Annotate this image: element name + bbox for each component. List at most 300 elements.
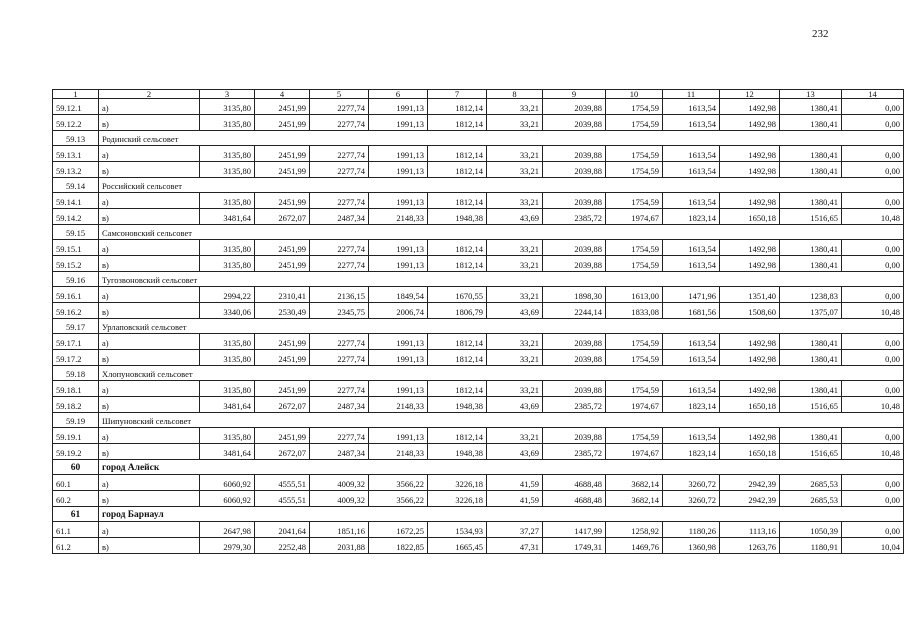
value-cell: 3481,64 <box>200 209 255 225</box>
value-cell: 3135,80 <box>200 381 255 397</box>
value-cell: 2451,99 <box>255 240 310 256</box>
row-code-cell: 59.19.2 <box>53 444 99 460</box>
value-cell: 1754,59 <box>606 115 663 131</box>
value-cell: 3566,22 <box>369 491 428 507</box>
value-cell: 33,21 <box>487 381 543 397</box>
value-cell: 33,21 <box>487 240 543 256</box>
value-cell: 3481,64 <box>200 444 255 460</box>
table-row <box>53 115 904 131</box>
column-number-cell: 7 <box>428 90 487 99</box>
value-cell: 1650,18 <box>720 444 780 460</box>
value-cell: 1613,54 <box>663 162 720 178</box>
value-cell: 1613,54 <box>663 99 720 115</box>
page-number: 232 <box>812 28 829 40</box>
value-cell: 2136,15 <box>310 287 369 303</box>
value-cell: 1238,83 <box>780 287 842 303</box>
table-row <box>53 491 904 507</box>
value-cell: 1351,40 <box>720 287 780 303</box>
table-row <box>53 538 904 554</box>
value-cell: 1812,14 <box>428 334 487 350</box>
table-row <box>53 428 904 444</box>
value-cell: 2039,88 <box>543 350 606 366</box>
row-subtype-cell: а) <box>99 146 200 162</box>
value-cell: 3682,14 <box>606 475 663 491</box>
value-cell: 0,00 <box>842 193 904 209</box>
section-code-cell: 59.19 <box>53 413 99 428</box>
row-code-cell: 59.17.1 <box>53 334 99 350</box>
value-cell: 3135,80 <box>200 428 255 444</box>
value-cell: 1754,59 <box>606 428 663 444</box>
value-cell: 2277,74 <box>310 146 369 162</box>
value-cell: 2487,34 <box>310 444 369 460</box>
value-cell: 3226,18 <box>428 491 487 507</box>
value-cell: 3135,80 <box>200 115 255 131</box>
table-row <box>53 256 904 272</box>
value-cell: 1516,65 <box>780 444 842 460</box>
row-code-cell: 59.12.1 <box>53 99 99 115</box>
row-subtype-cell: а) <box>99 240 200 256</box>
value-cell: 3135,80 <box>200 162 255 178</box>
value-cell: 3135,80 <box>200 240 255 256</box>
row-subtype-cell: в) <box>99 350 200 366</box>
column-number-cell: 13 <box>780 90 842 99</box>
row-code-cell: 61.2 <box>53 538 99 554</box>
value-cell: 4009,32 <box>310 491 369 507</box>
column-number-cell: 1 <box>53 90 99 99</box>
row-code-cell: 59.18.1 <box>53 381 99 397</box>
section-code-cell: 59.18 <box>53 366 99 381</box>
value-cell: 41,59 <box>487 491 543 507</box>
value-cell: 2451,99 <box>255 428 310 444</box>
value-cell: 2451,99 <box>255 99 310 115</box>
value-cell: 1812,14 <box>428 162 487 178</box>
value-cell: 1613,54 <box>663 334 720 350</box>
section-row <box>53 366 904 381</box>
section-row <box>53 507 904 522</box>
value-cell: 33,21 <box>487 334 543 350</box>
value-cell: 1380,41 <box>780 381 842 397</box>
value-cell: 2277,74 <box>310 115 369 131</box>
value-cell: 1991,13 <box>369 240 428 256</box>
value-cell: 2039,88 <box>543 162 606 178</box>
table-row <box>53 240 904 256</box>
value-cell: 1991,13 <box>369 146 428 162</box>
value-cell: 1516,65 <box>780 209 842 225</box>
value-cell: 2451,99 <box>255 193 310 209</box>
value-cell: 1375,07 <box>780 303 842 319</box>
value-cell: 1492,98 <box>720 193 780 209</box>
value-cell: 3135,80 <box>200 193 255 209</box>
value-cell: 3260,72 <box>663 491 720 507</box>
value-cell: 43,69 <box>487 444 543 460</box>
value-cell: 0,00 <box>842 475 904 491</box>
row-subtype-cell: в) <box>99 256 200 272</box>
value-cell: 2385,72 <box>543 209 606 225</box>
value-cell: 1812,14 <box>428 99 487 115</box>
value-cell: 0,00 <box>842 256 904 272</box>
value-cell: 1492,98 <box>720 162 780 178</box>
value-cell: 1380,41 <box>780 115 842 131</box>
column-number-cell: 12 <box>720 90 780 99</box>
value-cell: 0,00 <box>842 491 904 507</box>
value-cell: 2487,34 <box>310 397 369 413</box>
value-cell: 1613,54 <box>663 115 720 131</box>
value-cell: 33,21 <box>487 287 543 303</box>
value-cell: 2487,34 <box>310 209 369 225</box>
value-cell: 2006,74 <box>369 303 428 319</box>
value-cell: 1833,08 <box>606 303 663 319</box>
value-cell: 10,48 <box>842 209 904 225</box>
row-code-cell: 59.18.2 <box>53 397 99 413</box>
value-cell: 2252,48 <box>255 538 310 554</box>
value-cell: 1974,67 <box>606 209 663 225</box>
value-cell: 1991,13 <box>369 256 428 272</box>
value-cell: 2148,33 <box>369 209 428 225</box>
row-code-cell: 59.16.2 <box>53 303 99 319</box>
section-row <box>53 272 904 287</box>
value-cell: 33,21 <box>487 350 543 366</box>
column-number-cell: 10 <box>606 90 663 99</box>
value-cell: 1380,41 <box>780 350 842 366</box>
value-cell: 1492,98 <box>720 99 780 115</box>
value-cell: 1754,59 <box>606 146 663 162</box>
value-cell: 1492,98 <box>720 334 780 350</box>
table-row <box>53 522 904 538</box>
value-cell: 1754,59 <box>606 193 663 209</box>
value-cell: 1681,56 <box>663 303 720 319</box>
table-row <box>53 162 904 178</box>
value-cell: 2039,88 <box>543 256 606 272</box>
value-cell: 3340,06 <box>200 303 255 319</box>
value-cell: 1665,45 <box>428 538 487 554</box>
value-cell: 1380,41 <box>780 428 842 444</box>
value-cell: 2277,74 <box>310 256 369 272</box>
section-row <box>53 178 904 193</box>
value-cell: 2039,88 <box>543 240 606 256</box>
value-cell: 1380,41 <box>780 334 842 350</box>
value-cell: 1754,59 <box>606 162 663 178</box>
value-cell: 2451,99 <box>255 162 310 178</box>
table-row <box>53 350 904 366</box>
value-cell: 37,27 <box>487 522 543 538</box>
table-row <box>53 287 904 303</box>
value-cell: 1991,13 <box>369 428 428 444</box>
value-cell: 0,00 <box>842 287 904 303</box>
section-name-cell: Тугозвоновский сельсовет <box>99 272 904 287</box>
value-cell: 1380,41 <box>780 256 842 272</box>
value-cell: 33,21 <box>487 162 543 178</box>
value-cell: 1650,18 <box>720 209 780 225</box>
value-cell: 1613,54 <box>663 146 720 162</box>
value-cell: 1754,59 <box>606 334 663 350</box>
value-cell: 0,00 <box>842 428 904 444</box>
value-cell: 1849,54 <box>369 287 428 303</box>
value-cell: 0,00 <box>842 146 904 162</box>
row-code-cell: 59.12.2 <box>53 115 99 131</box>
row-code-cell: 59.15.1 <box>53 240 99 256</box>
value-cell: 1991,13 <box>369 334 428 350</box>
row-code-cell: 59.15.2 <box>53 256 99 272</box>
value-cell: 1050,39 <box>780 522 842 538</box>
value-cell: 2530,49 <box>255 303 310 319</box>
value-cell: 1492,98 <box>720 240 780 256</box>
section-code-cell: 59.14 <box>53 178 99 193</box>
row-subtype-cell: в) <box>99 115 200 131</box>
value-cell: 1991,13 <box>369 350 428 366</box>
value-cell: 2277,74 <box>310 99 369 115</box>
value-cell: 2039,88 <box>543 193 606 209</box>
row-code-cell: 59.14.2 <box>53 209 99 225</box>
value-cell: 2672,07 <box>255 209 310 225</box>
value-cell: 3260,72 <box>663 475 720 491</box>
value-cell: 1754,59 <box>606 99 663 115</box>
value-cell: 1754,59 <box>606 381 663 397</box>
value-cell: 1948,38 <box>428 444 487 460</box>
value-cell: 1812,14 <box>428 256 487 272</box>
row-code-cell: 59.14.1 <box>53 193 99 209</box>
value-cell: 1263,76 <box>720 538 780 554</box>
section-row <box>53 460 904 475</box>
value-cell: 0,00 <box>842 350 904 366</box>
value-cell: 2039,88 <box>543 334 606 350</box>
value-cell: 0,00 <box>842 381 904 397</box>
value-cell: 1749,31 <box>543 538 606 554</box>
value-cell: 43,69 <box>487 209 543 225</box>
value-cell: 1380,41 <box>780 193 842 209</box>
value-cell: 6060,92 <box>200 475 255 491</box>
table-row <box>53 193 904 209</box>
value-cell: 3682,14 <box>606 491 663 507</box>
column-number-cell: 6 <box>369 90 428 99</box>
value-cell: 2451,99 <box>255 146 310 162</box>
table-row <box>53 444 904 460</box>
value-cell: 47,31 <box>487 538 543 554</box>
table-row <box>53 99 904 115</box>
value-cell: 1974,67 <box>606 444 663 460</box>
value-cell: 1991,13 <box>369 193 428 209</box>
table-row <box>53 475 904 491</box>
value-cell: 1180,91 <box>780 538 842 554</box>
value-cell: 1754,59 <box>606 240 663 256</box>
row-code-cell: 59.16.1 <box>53 287 99 303</box>
table-row <box>53 397 904 413</box>
row-subtype-cell: а) <box>99 475 200 491</box>
value-cell: 1851,16 <box>310 522 369 538</box>
value-cell: 1613,54 <box>663 350 720 366</box>
value-cell: 1823,14 <box>663 444 720 460</box>
value-cell: 1822,85 <box>369 538 428 554</box>
value-cell: 2451,99 <box>255 115 310 131</box>
row-subtype-cell: а) <box>99 193 200 209</box>
value-cell: 2672,07 <box>255 397 310 413</box>
value-cell: 1806,79 <box>428 303 487 319</box>
value-cell: 3135,80 <box>200 350 255 366</box>
value-cell: 2039,88 <box>543 115 606 131</box>
value-cell: 1650,18 <box>720 397 780 413</box>
value-cell: 1991,13 <box>369 162 428 178</box>
value-cell: 1948,38 <box>428 397 487 413</box>
value-cell: 3135,80 <box>200 146 255 162</box>
value-cell: 2031,88 <box>310 538 369 554</box>
value-cell: 2385,72 <box>543 397 606 413</box>
row-subtype-cell: в) <box>99 444 200 460</box>
value-cell: 2685,53 <box>780 475 842 491</box>
value-cell: 2345,75 <box>310 303 369 319</box>
value-cell: 2942,39 <box>720 475 780 491</box>
value-cell: 3566,22 <box>369 475 428 491</box>
value-cell: 2685,53 <box>780 491 842 507</box>
value-cell: 1823,14 <box>663 397 720 413</box>
column-number-cell: 14 <box>842 90 904 99</box>
value-cell: 1471,96 <box>663 287 720 303</box>
value-cell: 3135,80 <box>200 334 255 350</box>
row-subtype-cell: а) <box>99 99 200 115</box>
value-cell: 1613,54 <box>663 256 720 272</box>
section-code-cell: 59.17 <box>53 319 99 334</box>
value-cell: 1613,54 <box>663 240 720 256</box>
section-code-cell: 61 <box>53 507 99 522</box>
value-cell: 1948,38 <box>428 209 487 225</box>
value-cell: 0,00 <box>842 162 904 178</box>
value-cell: 2979,30 <box>200 538 255 554</box>
value-cell: 2942,39 <box>720 491 780 507</box>
value-cell: 1492,98 <box>720 428 780 444</box>
value-cell: 6060,92 <box>200 491 255 507</box>
column-number-cell: 8 <box>487 90 543 99</box>
value-cell: 4555,51 <box>255 475 310 491</box>
value-cell: 1754,59 <box>606 350 663 366</box>
row-subtype-cell: в) <box>99 491 200 507</box>
value-cell: 1613,54 <box>663 428 720 444</box>
section-code-cell: 59.15 <box>53 225 99 240</box>
value-cell: 2451,99 <box>255 334 310 350</box>
value-cell: 1754,59 <box>606 256 663 272</box>
row-subtype-cell: а) <box>99 334 200 350</box>
row-subtype-cell: в) <box>99 162 200 178</box>
value-cell: 1991,13 <box>369 99 428 115</box>
value-cell: 33,21 <box>487 99 543 115</box>
value-cell: 2451,99 <box>255 350 310 366</box>
row-subtype-cell: а) <box>99 428 200 444</box>
value-cell: 1812,14 <box>428 240 487 256</box>
row-code-cell: 60.2 <box>53 491 99 507</box>
value-cell: 1812,14 <box>428 381 487 397</box>
row-subtype-cell: в) <box>99 397 200 413</box>
value-cell: 2451,99 <box>255 256 310 272</box>
tariff-table <box>52 89 904 554</box>
section-row <box>53 225 904 240</box>
column-number-cell: 2 <box>99 90 200 99</box>
value-cell: 2277,74 <box>310 193 369 209</box>
value-cell: 0,00 <box>842 334 904 350</box>
value-cell: 2244,14 <box>543 303 606 319</box>
value-cell: 2451,99 <box>255 381 310 397</box>
row-subtype-cell: в) <box>99 209 200 225</box>
value-cell: 2647,98 <box>200 522 255 538</box>
value-cell: 1812,14 <box>428 193 487 209</box>
value-cell: 1380,41 <box>780 146 842 162</box>
value-cell: 1492,98 <box>720 256 780 272</box>
section-name-cell: Самсоновский сельсовет <box>99 225 904 240</box>
section-name-cell: Хлопуновский сельсовет <box>99 366 904 381</box>
value-cell: 3226,18 <box>428 475 487 491</box>
value-cell: 10,48 <box>842 303 904 319</box>
column-number-cell: 5 <box>310 90 369 99</box>
section-name-cell: Родинский сельсовет <box>99 131 904 146</box>
section-row <box>53 131 904 146</box>
section-row <box>53 319 904 334</box>
value-cell: 1492,98 <box>720 146 780 162</box>
section-code-cell: 60 <box>53 460 99 475</box>
value-cell: 2277,74 <box>310 334 369 350</box>
table-row <box>53 303 904 319</box>
value-cell: 33,21 <box>487 256 543 272</box>
value-cell: 1492,98 <box>720 115 780 131</box>
row-subtype-cell: а) <box>99 381 200 397</box>
section-name-cell: Российский сельсовет <box>99 178 904 193</box>
column-number-cell: 11 <box>663 90 720 99</box>
value-cell: 2672,07 <box>255 444 310 460</box>
value-cell: 1180,26 <box>663 522 720 538</box>
value-cell: 33,21 <box>487 193 543 209</box>
value-cell: 4688,48 <box>543 491 606 507</box>
column-number-row <box>53 90 904 99</box>
row-code-cell: 61.1 <box>53 522 99 538</box>
value-cell: 2148,33 <box>369 397 428 413</box>
value-cell: 1991,13 <box>369 115 428 131</box>
value-cell: 2310,41 <box>255 287 310 303</box>
value-cell: 1113,16 <box>720 522 780 538</box>
value-cell: 3135,80 <box>200 99 255 115</box>
value-cell: 2039,88 <box>543 146 606 162</box>
value-cell: 1812,14 <box>428 146 487 162</box>
column-number-cell: 9 <box>543 90 606 99</box>
value-cell: 1991,13 <box>369 381 428 397</box>
value-cell: 1258,92 <box>606 522 663 538</box>
value-cell: 1516,65 <box>780 397 842 413</box>
value-cell: 1534,93 <box>428 522 487 538</box>
value-cell: 1360,98 <box>663 538 720 554</box>
section-row <box>53 413 904 428</box>
value-cell: 2277,74 <box>310 381 369 397</box>
value-cell: 0,00 <box>842 240 904 256</box>
value-cell: 1492,98 <box>720 350 780 366</box>
value-cell: 1823,14 <box>663 209 720 225</box>
table-row <box>53 209 904 225</box>
value-cell: 1974,67 <box>606 397 663 413</box>
value-cell: 2041,64 <box>255 522 310 538</box>
section-code-cell: 59.13 <box>53 131 99 146</box>
value-cell: 10,48 <box>842 397 904 413</box>
value-cell: 2994,22 <box>200 287 255 303</box>
value-cell: 1508,60 <box>720 303 780 319</box>
section-name-cell: Урлаповский сельсовет <box>99 319 904 334</box>
value-cell: 4688,48 <box>543 475 606 491</box>
value-cell: 10,48 <box>842 444 904 460</box>
value-cell: 1812,14 <box>428 350 487 366</box>
value-cell: 43,69 <box>487 303 543 319</box>
value-cell: 0,00 <box>842 99 904 115</box>
value-cell: 1380,41 <box>780 162 842 178</box>
value-cell: 1613,54 <box>663 193 720 209</box>
value-cell: 3135,80 <box>200 256 255 272</box>
value-cell: 4555,51 <box>255 491 310 507</box>
value-cell: 2039,88 <box>543 381 606 397</box>
value-cell: 1812,14 <box>428 428 487 444</box>
value-cell: 2277,74 <box>310 162 369 178</box>
table-row <box>53 146 904 162</box>
section-name-cell: город Алейск <box>99 460 904 475</box>
